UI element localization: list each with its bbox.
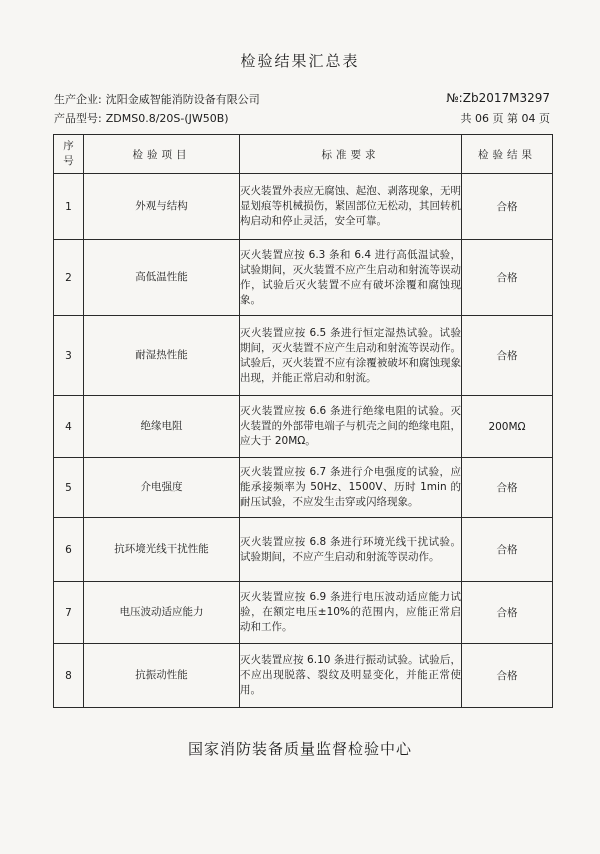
row-result: 合格 xyxy=(462,518,553,582)
model-label: 产品型号: xyxy=(54,112,102,125)
row-no: 5 xyxy=(54,458,84,518)
row-requirement: 灭火装置应按 6.7 条进行介电强度的试验，应能承接频率为 50Hz、1500V、历时 1min 的耐压试验，不应发生击穿或闪络现象。 xyxy=(240,458,462,518)
manufacturer-label: 生产企业: xyxy=(54,93,102,106)
row-result: 合格 xyxy=(462,240,553,316)
row-requirement: 灭火装置外表应无腐蚀、起泡、剥落现象，无明显划痕等机械损伤，紧固部位无松动，其回转机构启动和停止灵活，安全可靠。 xyxy=(240,174,462,240)
document-title: 检验结果汇总表 xyxy=(240,52,360,70)
row-no: 1 xyxy=(54,174,84,240)
row-requirement: 灭火装置应按 6.3 条和 6.4 进行高低温试验，试验期间，灭火装置不应产生启动和射流等误动作，试验后灭火装置不应有破坏涂覆和腐蚀现象。 xyxy=(240,240,462,316)
manufacturer-row xyxy=(54,91,550,107)
row-item: 介电强度 xyxy=(84,458,240,518)
row-result: 200MΩ xyxy=(462,396,553,458)
page-info: 共 06 页 第 04 页 xyxy=(460,112,550,125)
row-result: 合格 xyxy=(462,174,553,240)
row-result: 合格 xyxy=(462,458,553,518)
row-item: 电压波动适应能力 xyxy=(84,582,240,644)
row-no: 2 xyxy=(54,240,84,316)
row-item: 高低温性能 xyxy=(84,240,240,316)
table-row xyxy=(54,174,553,240)
header-item: 检验项目 xyxy=(84,135,240,174)
table-row xyxy=(54,458,553,518)
header-result: 检验结果 xyxy=(462,135,553,174)
row-requirement: 灭火装置应按 6.8 条进行环境光线干扰试验。试验期间，不应产生启动和射流等误动作。 xyxy=(240,518,462,582)
row-no: 7 xyxy=(54,582,84,644)
row-no: 6 xyxy=(54,518,84,582)
row-no: 8 xyxy=(54,644,84,708)
row-item: 耐湿热性能 xyxy=(84,316,240,396)
table-row xyxy=(54,644,553,708)
table-row xyxy=(54,316,553,396)
row-item: 外观与结构 xyxy=(84,174,240,240)
header-no: 序 号 xyxy=(54,135,84,174)
row-item: 抗振动性能 xyxy=(84,644,240,708)
row-result: 合格 xyxy=(462,316,553,396)
table-row xyxy=(54,396,553,458)
table-row xyxy=(54,582,553,644)
row-requirement: 灭火装置应按 6.9 条进行电压波动适应能力试验，在额定电压±10%的范围内，应能正常启动和工作。 xyxy=(240,582,462,644)
results-table xyxy=(53,134,553,708)
row-item: 抗环境光线干扰性能 xyxy=(84,518,240,582)
table-row xyxy=(54,518,553,582)
model-row xyxy=(54,110,550,126)
row-result: 合格 xyxy=(462,582,553,644)
row-item: 绝缘电阻 xyxy=(84,396,240,458)
model-value: ZDMS0.8/20S-(JW50B) xyxy=(105,112,229,125)
table-header-row xyxy=(54,135,553,174)
row-requirement: 灭火装置应按 6.10 条进行振动试验。试验后，不应出现脱落、裂纹及明显变化，并能正常使用。 xyxy=(240,644,462,708)
table-row xyxy=(54,240,553,316)
row-requirement: 灭火装置应按 6.5 条进行恒定湿热试验。试验期间，灭火装置不应产生启动和射流等误动作。试验后，灭火装置不应有涂覆被破坏和腐蚀现象出现，并能正常启动和射流。 xyxy=(240,316,462,396)
row-result: 合格 xyxy=(462,644,553,708)
row-no: 4 xyxy=(54,396,84,458)
row-no: 3 xyxy=(54,316,84,396)
issuing-organization: 国家消防装备质量监督检验中心 xyxy=(187,740,412,758)
report-number: №:Zb2017M3297 xyxy=(446,91,550,105)
header-requirement: 标准要求 xyxy=(240,135,462,174)
manufacturer-value: 沈阳金威智能消防设备有限公司 xyxy=(105,93,260,106)
row-requirement: 灭火装置应按 6.6 条进行绝缘电阻的试验。灭火装置的外部带电端子与机壳之间的绝缘电阻，应大于 20MΩ。 xyxy=(240,396,462,458)
